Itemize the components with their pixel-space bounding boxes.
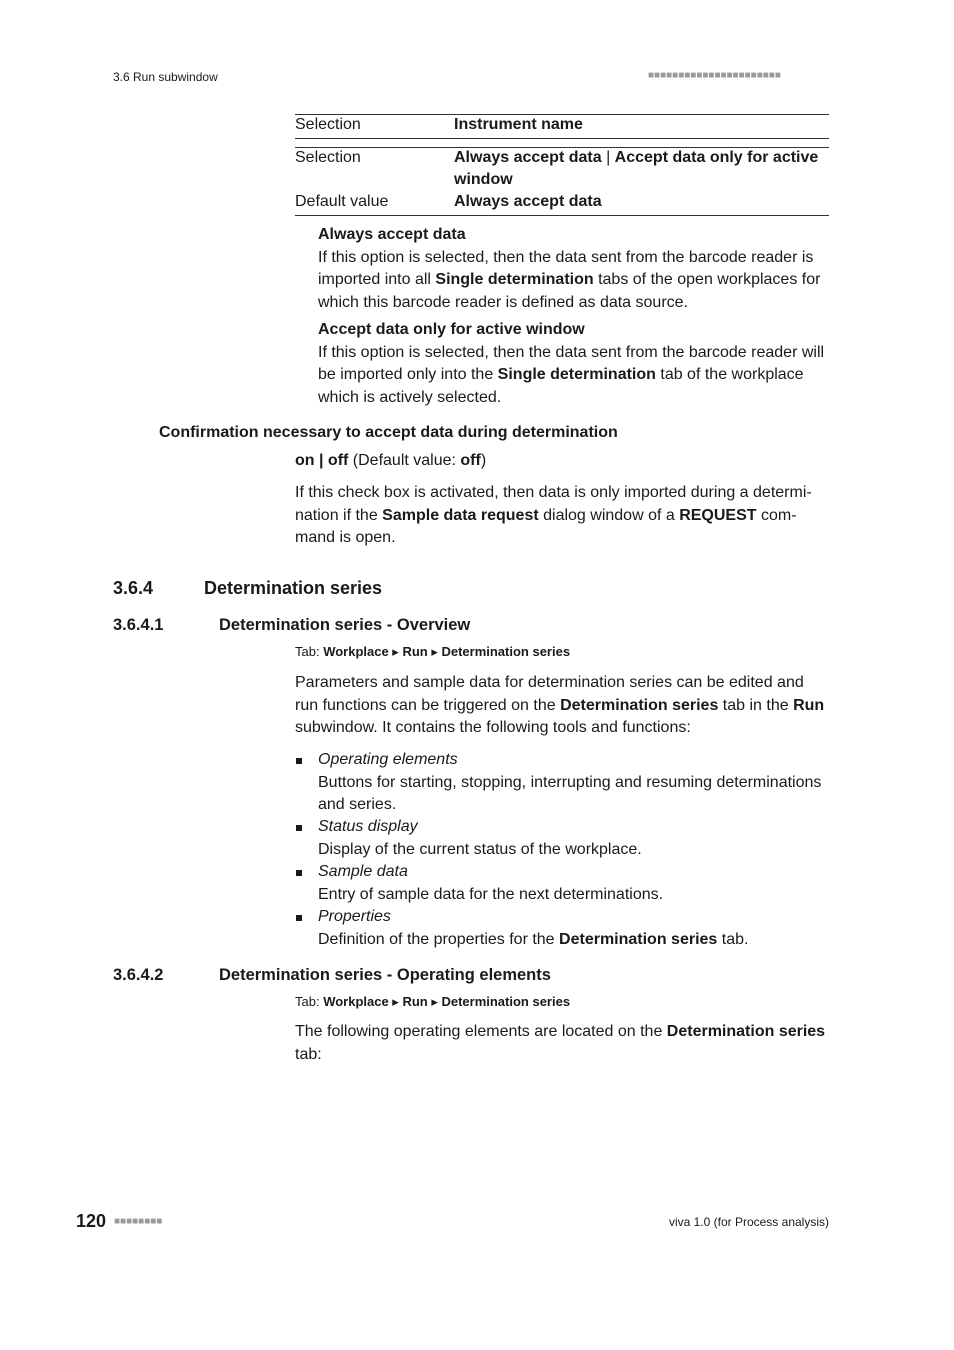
- option-active-window: Accept data only for active window: [454, 149, 819, 188]
- table-label-selection: Selection: [295, 116, 361, 133]
- table-label-selection: Selection: [295, 149, 361, 166]
- list-item-desc: Definition of the properties for the Determination series tab.: [318, 930, 749, 948]
- section-heading-3-6-4-2: [113, 966, 551, 985]
- list-item: [318, 749, 833, 817]
- table-value-selection-options: [454, 147, 829, 191]
- list-item-title: Status display: [318, 818, 418, 835]
- option-description: If this option is selected, then the data sent from the barcode reader will be imported only into the Single determination tab of the workplace which is actively selected.: [318, 343, 825, 406]
- overview-paragraph: Parameters and sample data for determination series can be edited and run functions can be triggered on the Determination series tab in the Run subwindow. It contains the following tools and functions:: [295, 674, 825, 736]
- list-item: [318, 906, 833, 951]
- list-item: [318, 861, 833, 906]
- section-title: Determination series: [204, 578, 383, 598]
- list-item-desc: Buttons for starting, stopping, interrupting and resuming determinations and series.: [318, 773, 822, 813]
- list-item-title: Properties: [318, 908, 391, 925]
- bullet-marker: [296, 758, 302, 764]
- tab-path: Tab: Workplace ▸ Run ▸ Determination series: [295, 994, 571, 1009]
- section-number: 3.6.4.1: [113, 616, 164, 634]
- section-number: 3.6.4.2: [113, 966, 164, 984]
- tab-path: Tab: Workplace ▸ Run ▸ Determination series: [295, 644, 571, 659]
- footer-decoration-dots: ■■■■■■■■: [114, 1216, 163, 1227]
- option-title: Always accept data: [318, 226, 466, 243]
- section-number: 3.6.4: [113, 578, 154, 598]
- table-label-default-value: Default value: [295, 193, 389, 210]
- running-header-section: 3.6 Run subwindow: [113, 70, 218, 84]
- footer-product: viva 1.0 (for Process analysis): [668, 1215, 829, 1229]
- option-description: If this option is selected, then the data sent from the barcode reader is imported into all Single determination tabs of the open workplaces for which this barcode reader is defined as data source.: [318, 248, 821, 311]
- option-separator: |: [601, 149, 615, 166]
- table-rule: [295, 215, 829, 216]
- section-heading-3-6-4: [113, 578, 383, 599]
- bullet-marker: [296, 870, 302, 876]
- list-item-desc: Display of the current status of the workplace.: [318, 840, 642, 858]
- page-number: 120: [76, 1211, 107, 1231]
- confirmation-description: If this check box is activated, then data is only imported during a determination if the Sample data request dialog window of a REQUEST command is open.: [295, 484, 812, 546]
- table-accept-data: [295, 147, 829, 213]
- table-rule: [295, 138, 829, 139]
- bullet-marker: [296, 915, 302, 921]
- option-title: Accept data only for active window: [318, 321, 585, 338]
- option-always-accept: Always accept data: [454, 149, 602, 166]
- table-value-instrument-name: Instrument name: [454, 116, 583, 133]
- section-title: Determination series - Operating elements: [219, 966, 551, 984]
- list-item-desc: Entry of sample data for the next determinations.: [318, 885, 664, 903]
- option-always-accept-block: [318, 224, 833, 314]
- parameter-heading-confirmation: Confirmation necessary to accept data during determination: [159, 424, 618, 441]
- list-item-title: Sample data: [318, 863, 408, 880]
- option-active-window-block: [318, 319, 833, 409]
- bullet-marker: [296, 825, 302, 831]
- operating-elements-paragraph: The following operating elements are located on the Determination series tab:: [295, 1023, 826, 1063]
- section-title: Determination series - Overview: [219, 616, 471, 634]
- section-heading-3-6-4-1: [113, 616, 471, 635]
- parameter-values: on | off (Default value: off): [295, 452, 487, 469]
- table-value-default: Always accept data: [454, 193, 602, 210]
- list-item-title: Operating elements: [318, 751, 458, 768]
- list-item: [318, 816, 833, 861]
- header-decoration-dots: ■■■■■■■■■■■■■■■■■■■■■■: [648, 70, 781, 81]
